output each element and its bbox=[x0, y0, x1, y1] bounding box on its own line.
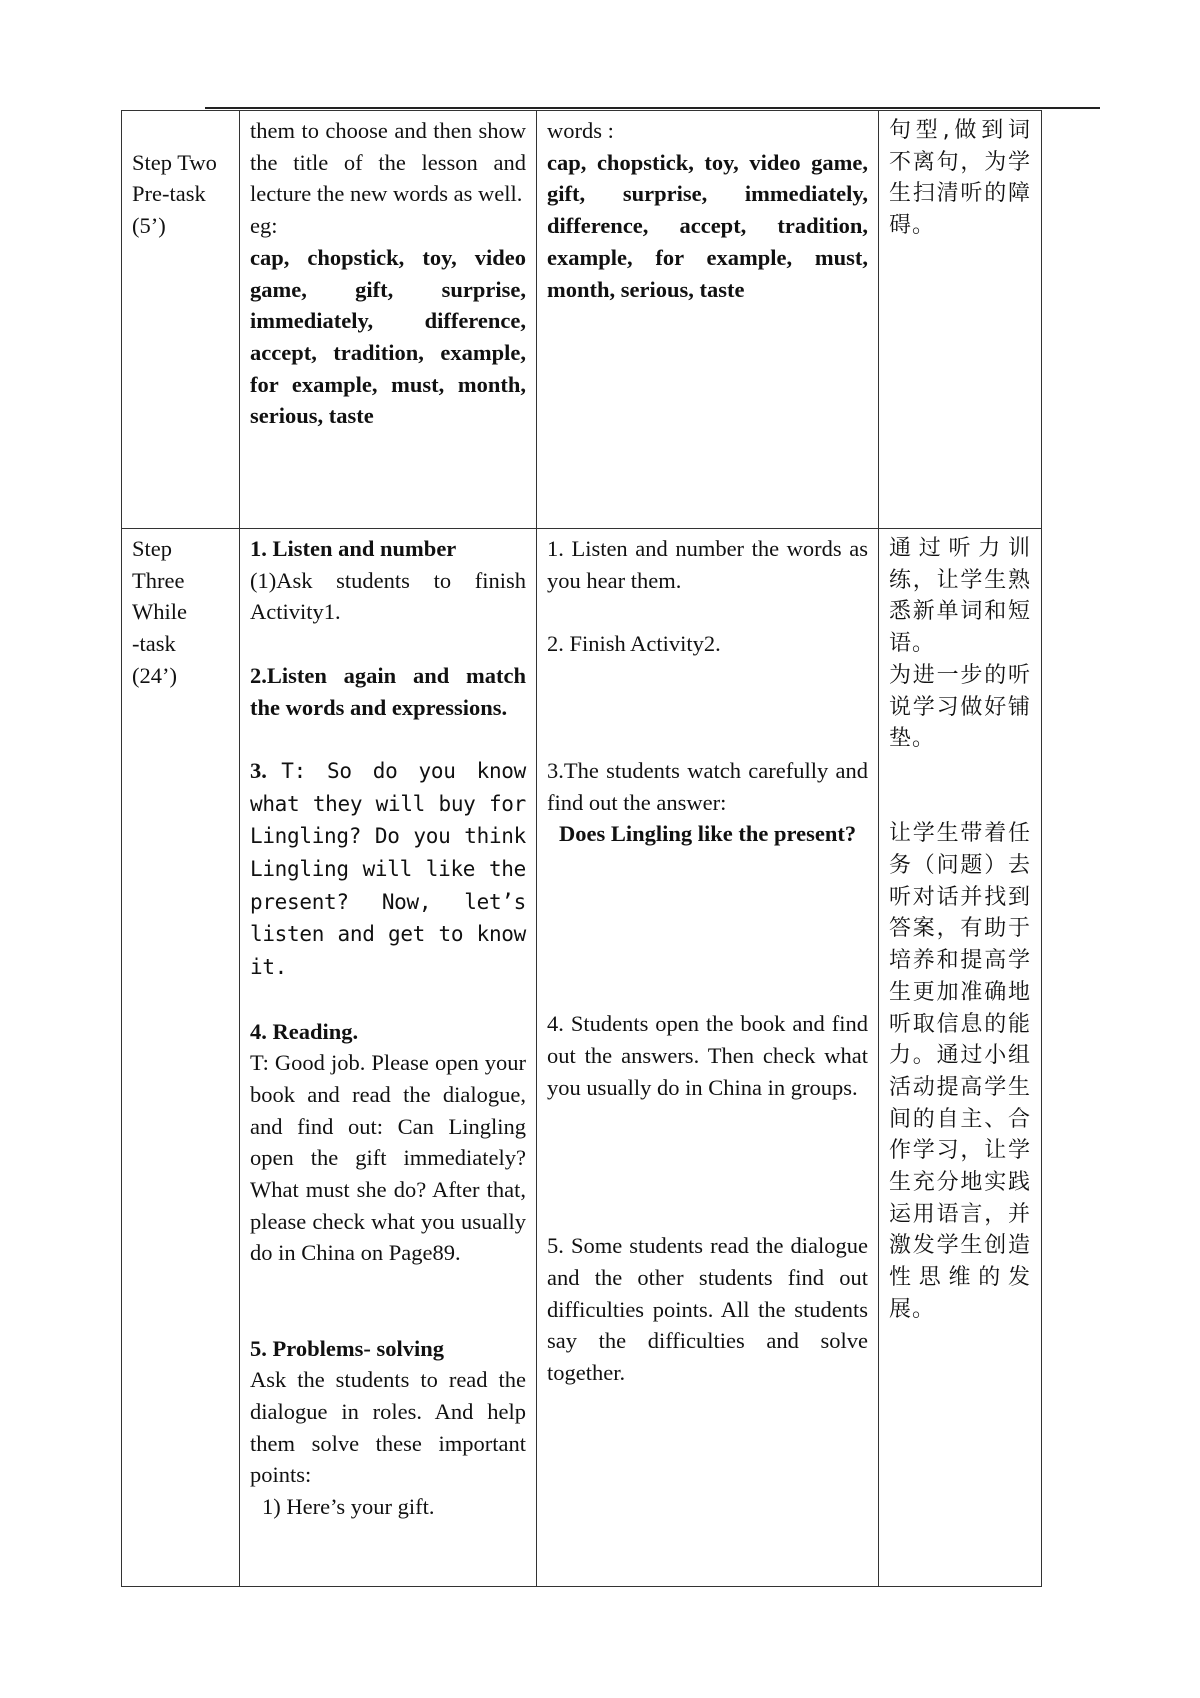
purpose-text-3: 让学生带着任务（问题）去听对话并找到答案，有助于培养和提高学生更加准确地听取信息的能力。通过小组活动提高学生间的自主、合作学习，让学生充分地实践运用语言，并激发学生创造性思维的发展。 bbox=[889, 821, 1031, 1322]
words-label: words : bbox=[547, 118, 614, 143]
activity-body-4: T: Good job. Please open your book and read the dialogue, and find out: Can Lingling open the gift immediately? What must she do? After that, please check what you usually do in China on Page89. bbox=[250, 1050, 526, 1266]
time-label: (24’) bbox=[132, 662, 177, 688]
stage-label-task: -task bbox=[132, 631, 176, 657]
step-cell bbox=[122, 111, 240, 529]
activity-title-2: 2.Listen again and match the words and expressions. bbox=[250, 662, 526, 720]
purpose-text-1: 通过听力训练，让学生熟悉新单词和短语。 bbox=[889, 536, 1031, 657]
purpose-text-2: 为进一步的听说学习做好铺垫。 bbox=[889, 662, 1031, 752]
vocabulary-list: cap, chopstick, toy, video game, gift, surprise, immediately, difference, accept, tradition, example, for example, must, month, serious, taste bbox=[250, 244, 526, 429]
step-cell bbox=[122, 529, 240, 1587]
activity-title-1: 1. Listen and number bbox=[250, 536, 457, 561]
top-border-line bbox=[205, 107, 1100, 109]
purpose-cell bbox=[879, 111, 1042, 529]
activity-body-1: (1)Ask students to finish Activity1. bbox=[250, 567, 526, 625]
student-activity-cell bbox=[537, 529, 879, 1587]
teacher-activity-cell bbox=[240, 529, 537, 1587]
student-activity-3: 3.The students watch carefully and find out the answer: bbox=[547, 757, 868, 815]
lesson-plan-table bbox=[121, 110, 1042, 1587]
student-activity-1: 1. Listen and number the words as you hear them. bbox=[547, 536, 868, 593]
vocabulary-list: cap, chopstick, toy, video game, gift, surprise, immediately, difference, accept, tradition, example, for example, must, month, serious, taste bbox=[547, 149, 868, 302]
activity-number-3: 3. bbox=[250, 757, 267, 783]
stage-label: Pre-task bbox=[132, 181, 206, 207]
teacher-intro-text: them to choose and then show the title of the lesson and lecture the new words as well. bbox=[250, 118, 526, 207]
purpose-cell bbox=[879, 529, 1042, 1587]
table-row bbox=[122, 111, 1042, 529]
activity-title-4: 4. Reading. bbox=[250, 1018, 359, 1044]
stage-label-three: Three bbox=[132, 567, 185, 593]
purpose-text: 句型,做到词不离句，为学生扫清听的障碍。 bbox=[889, 118, 1031, 239]
step-label: Step Two bbox=[132, 149, 217, 175]
student-activity-5: 5. Some students read the dialogue and the other students find out difficulties points. All the students say the difficulties and solve together. bbox=[547, 1233, 868, 1386]
teacher-activity-cell bbox=[240, 111, 537, 529]
eg-label: eg: bbox=[250, 213, 278, 239]
step-label: Step bbox=[132, 536, 173, 561]
time-label: (5’) bbox=[132, 213, 166, 239]
stage-label-while: While bbox=[132, 599, 187, 625]
activity-body-3: T: So do you know what they will buy for Lingling? Do you think Lingling will like the present? Now, let’s listen and get to know it. bbox=[250, 758, 526, 980]
activity-point-5: 1) Here’s your gift. bbox=[262, 1494, 435, 1520]
table-row bbox=[122, 529, 1042, 1587]
student-activity-4: 4. Students open the book and find out the answers. Then check what you usually do in China in groups. bbox=[547, 1011, 868, 1100]
student-activity-cell bbox=[537, 111, 879, 529]
activity-body-5: Ask the students to read the dialogue in roles. And help them solve these important points: bbox=[250, 1367, 526, 1488]
student-question-3: Does Lingling like the present? bbox=[559, 821, 857, 847]
student-activity-2: 2. Finish Activity2. bbox=[547, 631, 721, 657]
activity-title-5: 5. Problems- solving bbox=[250, 1335, 444, 1361]
